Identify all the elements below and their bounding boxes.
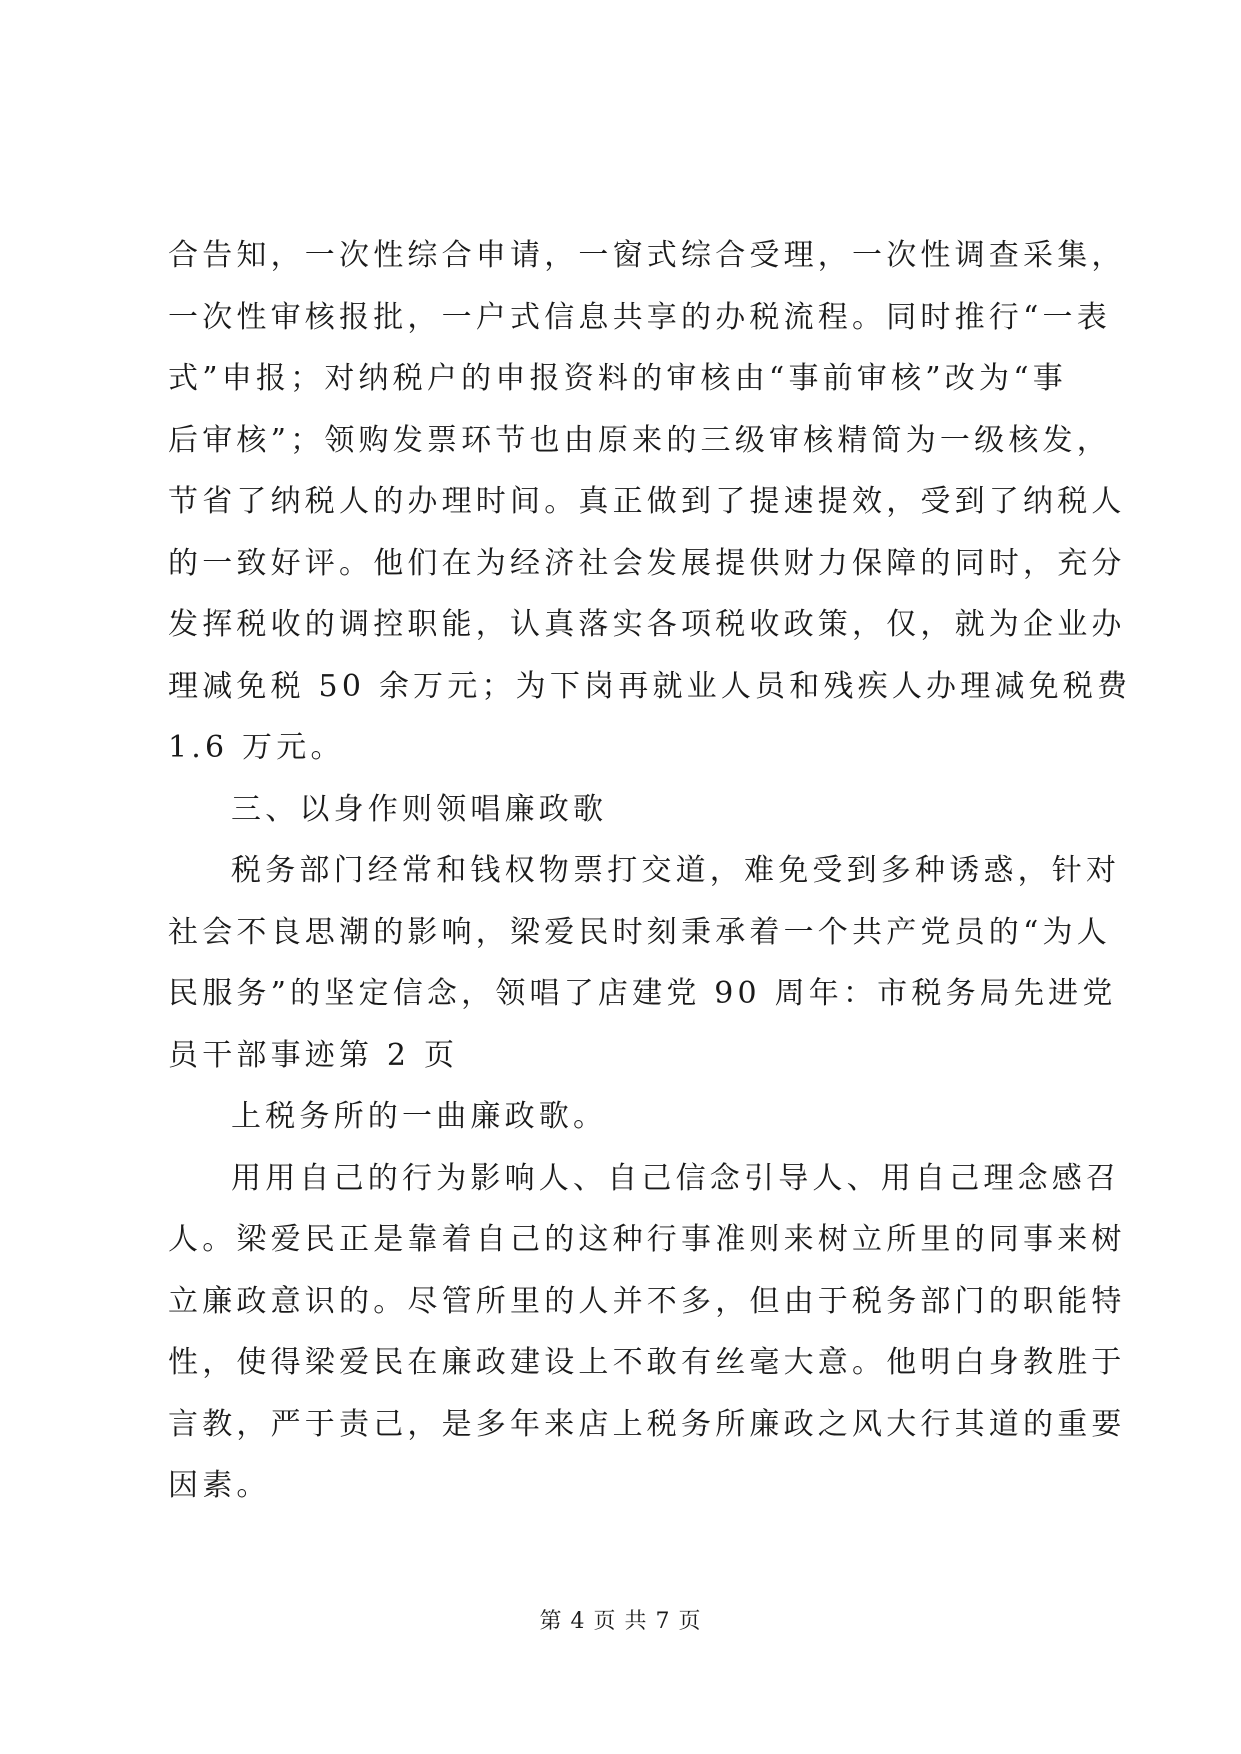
- text-line: 言教，严于责己，是多年来店上税务所廉政之风大行其道的重要: [168, 1406, 1126, 1442]
- text-line: 的一致好评。他们在为经济社会发展提供财力保障的同时，充分: [168, 545, 1126, 581]
- text-line: 社会不良思潮的影响，梁爱民时刻秉承着一个共产党员的“为人: [168, 914, 1111, 950]
- text-line: 立廉政意识的。尽管所里的人并不多，但由于税务部门的职能特: [168, 1283, 1126, 1319]
- text-line: 因素。: [168, 1468, 271, 1503]
- text-line: 1.6 万元。: [168, 730, 345, 765]
- text-line: 节省了纳税人的办理时间。真正做到了提速提效，受到了纳税人: [168, 484, 1126, 519]
- text-line: 一次性审核报批，一户式信息共享的办税流程。同时推行“一表: [168, 299, 1111, 335]
- text-line: 员干部事迹第 2 页: [168, 1037, 459, 1073]
- text-line: 发挥税收的调控职能，认真落实各项税收政策，仅，就为企业办: [168, 607, 1126, 642]
- text-line: 理减免税 50 余万元；为下岗再就业人员和残疾人办理减免税费: [168, 668, 1132, 704]
- text-line: 税务部门经常和钱权物票打交道，难免受到多种诱惑，针对: [231, 853, 1121, 888]
- text-line: 上税务所的一曲廉政歌。: [231, 1099, 608, 1134]
- text-line: 后审核”；领购发票环节也由原来的三级审核精简为一级核发，: [168, 422, 1111, 458]
- text-line: 合告知，一次性综合申请，一窗式综合受理，一次性调查采集，: [168, 238, 1126, 273]
- text-line: 式”申报；对纳税户的申报资料的审核由“事前审核”改为“事: [168, 361, 1067, 396]
- text-line: 民服务”的坚定信念，领唱了店建党 90 周年：市税务局先进党: [168, 976, 1117, 1011]
- section-heading: 三、以身作则领唱廉政歌: [231, 791, 608, 827]
- text-line: 人。梁爱民正是靠着自己的这种行事准则来树立所里的同事来树: [168, 1222, 1126, 1257]
- text-line: 用用自己的行为影响人、自己信念引导人、用自己理念感召: [231, 1160, 1121, 1196]
- page-footer: 第 4 页 共 7 页: [539, 1609, 702, 1634]
- text-line: 性，使得梁爱民在廉政建设上不敢有丝毫大意。他明白身教胜于: [168, 1345, 1126, 1380]
- body-text: [168, 225, 1132, 1517]
